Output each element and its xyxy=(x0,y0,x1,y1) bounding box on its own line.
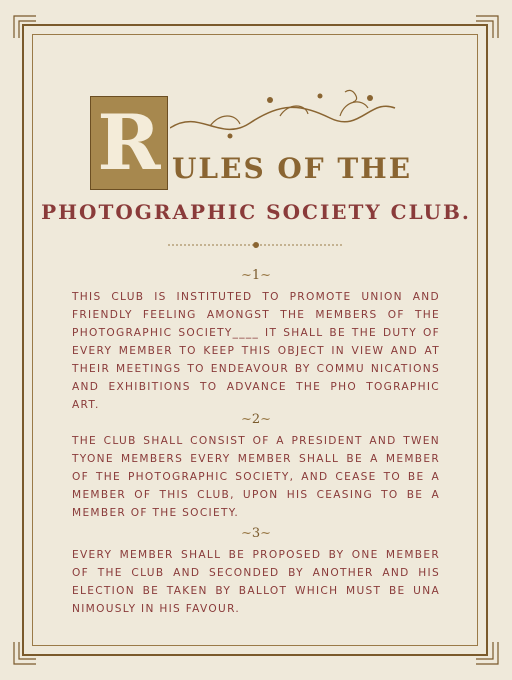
corner-ornament-top-left-icon xyxy=(10,12,36,38)
subtitle: PHOTOGRAPHIC SOCIETY CLUB. xyxy=(41,200,471,224)
flourish-ornament-icon xyxy=(170,88,400,148)
title-text: ULES OF THE xyxy=(172,152,413,185)
title-drop-cap: R xyxy=(90,96,168,190)
corner-ornament-bottom-left-icon xyxy=(10,642,36,668)
corner-ornament-top-right-icon xyxy=(476,12,502,38)
corner-ornament-bottom-right-icon xyxy=(476,642,502,668)
rule-paragraph-2: THE CLUB SHALL CONSIST OF A PRESIDENT AND TWEN TYONE MEMBERS EVERY MEMBER SHALL BE A MEMBER OF THE PHOTOGRAPHIC SOCIETY, AND CEASE TO BE A MEMBER OF THIS CLUB, UPON HIS CEASING TO BE A MEMBER OF THE SOCIETY. xyxy=(72,435,440,519)
title-block xyxy=(86,88,446,198)
section-number-2: ~2~ xyxy=(240,412,272,427)
rule-paragraph-1: THIS CLUB IS INSTITUTED TO PROMOTE UNION AND FRIENDLY FEELING AMONGST THE MEMBERS OF THE PHOTOGRAPHIC SOCIETY____ IT SHALL BE THE DUTY OF EVERY MEMBER TO KEEP THIS OBJECT IN VIEW AND AT THEIR MEETINGS TO ENDEAVOUR BY COMMU NICATIONS AND EXHIBITIONS TO ADVANCE THE PHO TOGRAPHIC ART. xyxy=(72,291,440,411)
section-number-1: ~1~ xyxy=(240,268,272,283)
divider-ornament-icon xyxy=(168,240,344,250)
rule-paragraph-3: EVERY MEMBER SHALL BE PROPOSED BY ONE MEMBER OF THE CLUB AND SECONDED BY ANOTHER AND HIS ELECTION BE TAKEN BY BALLOT WHICH MUST BE UNA NIMOUSLY IN HIS FAVOUR. xyxy=(72,549,440,615)
section-number-3: ~3~ xyxy=(240,526,272,541)
